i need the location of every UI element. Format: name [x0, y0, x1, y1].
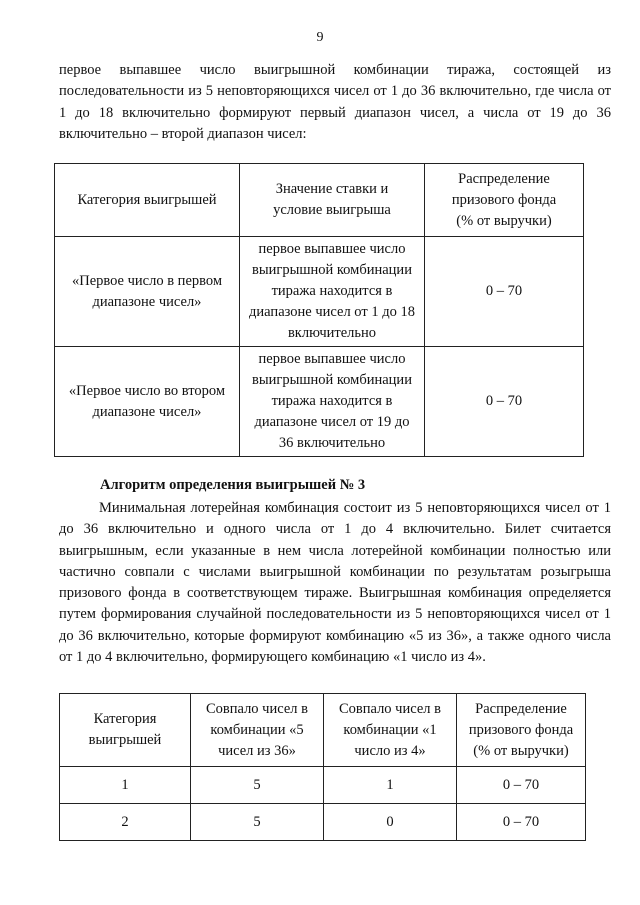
cell-category-text: «Первое число во втором диапазоне чисел»: [68, 382, 226, 420]
cell-distribution: [425, 237, 584, 347]
cell-category: [55, 237, 240, 347]
header-category-text: Категория выигрышей: [77, 191, 217, 208]
header-distribution: [457, 694, 586, 767]
prize-table-algorithm-3: [59, 693, 586, 841]
cell-category: [55, 347, 240, 457]
table-row: [60, 804, 586, 841]
cell-condition-text: первое выпавшее число выигрышной комбинации тиража находится в диапазоне чисел от 1 до 18 включительно: [249, 241, 415, 341]
header-category: [55, 164, 240, 237]
cell-distribution: 0 – 70: [457, 767, 586, 804]
section-heading: Алгоритм определения выигрышей № 3: [100, 477, 366, 493]
cell-category: 2: [60, 804, 191, 841]
cell-category: 1: [60, 767, 191, 804]
prize-table-algorithm-2: [54, 163, 584, 457]
paragraph-intro: первое выпавшее число выигрышной комбинации тиража, состоящей из последовательности из 5 неповторяющихся чисел от 1 до 36 включительно, где числа от 1 до 18 включительно формируют первый диапазон чисел, а числа от 19 до 36 включительно – второй диапазон чисел:: [59, 62, 611, 142]
header-distribution: [425, 164, 584, 237]
cell-distribution-text: 0 – 70: [485, 393, 523, 409]
cell-distribution: [425, 347, 584, 457]
cell-match-1-4: 0: [324, 804, 457, 841]
cell-match-1-4: 1: [324, 767, 457, 804]
table-row: [55, 347, 584, 457]
header-condition: [240, 164, 425, 237]
header-distribution-text: Распределение призового фонда (% от выручки): [468, 700, 574, 759]
table-row: [60, 767, 586, 804]
header-match-5-36: [191, 694, 324, 767]
table-header-row: [60, 694, 586, 767]
cell-condition: [240, 237, 425, 347]
header-distribution-text: Распределение призового фонда (% от выручки): [451, 170, 557, 229]
cell-match-5-36: 5: [191, 804, 324, 841]
header-category-text: Категория выигрышей: [88, 711, 162, 748]
paragraph-algorithm-3: Минимальная лотерейная комбинация состоит из 5 неповторяющихся чисел от 1 до 36 включительно и одного числа от 1 до 4 включительно. Билет считается выигрышным, если указанные в нем числа лотерейной комбинации полностью или частично совпали с числами выигрышной комбинации по результатам розыгрыша призового фонда в соответствующем тираже. Выигрышная комбинация определяется путем формирования случайной последовательности из 5 неповторяющихся чисел от 1 до 36 включительно, которые формируют комбинацию «5 из 36», а также одного числа от 1 до 4 включительно, формирующего комбинацию «1 число из 4».: [59, 500, 611, 666]
cell-category-text: «Первое число в первом диапазоне чисел»: [71, 272, 223, 310]
cell-condition-text: первое выпавшее число выигрышной комбинации тиража находится в диапазоне чисел от 19 до 36 включительно: [252, 351, 412, 451]
cell-distribution: 0 – 70: [457, 804, 586, 841]
header-category: [60, 694, 191, 767]
cell-distribution-text: 0 – 70: [485, 283, 523, 299]
header-match-1-4: [324, 694, 457, 767]
cell-match-5-36: 5: [191, 767, 324, 804]
table-header-row: [55, 164, 584, 237]
cell-condition: [240, 347, 425, 457]
header-match-1-4-text: Совпало чисел в комбинации «1 число из 4»: [338, 700, 441, 759]
table-row: [55, 237, 584, 347]
header-match-5-36-text: Совпало чисел в комбинации «5 чисел из 36»: [205, 700, 308, 759]
page-number: 9: [316, 30, 324, 45]
header-condition-text: Значение ставки и условие выигрыша: [273, 181, 391, 218]
